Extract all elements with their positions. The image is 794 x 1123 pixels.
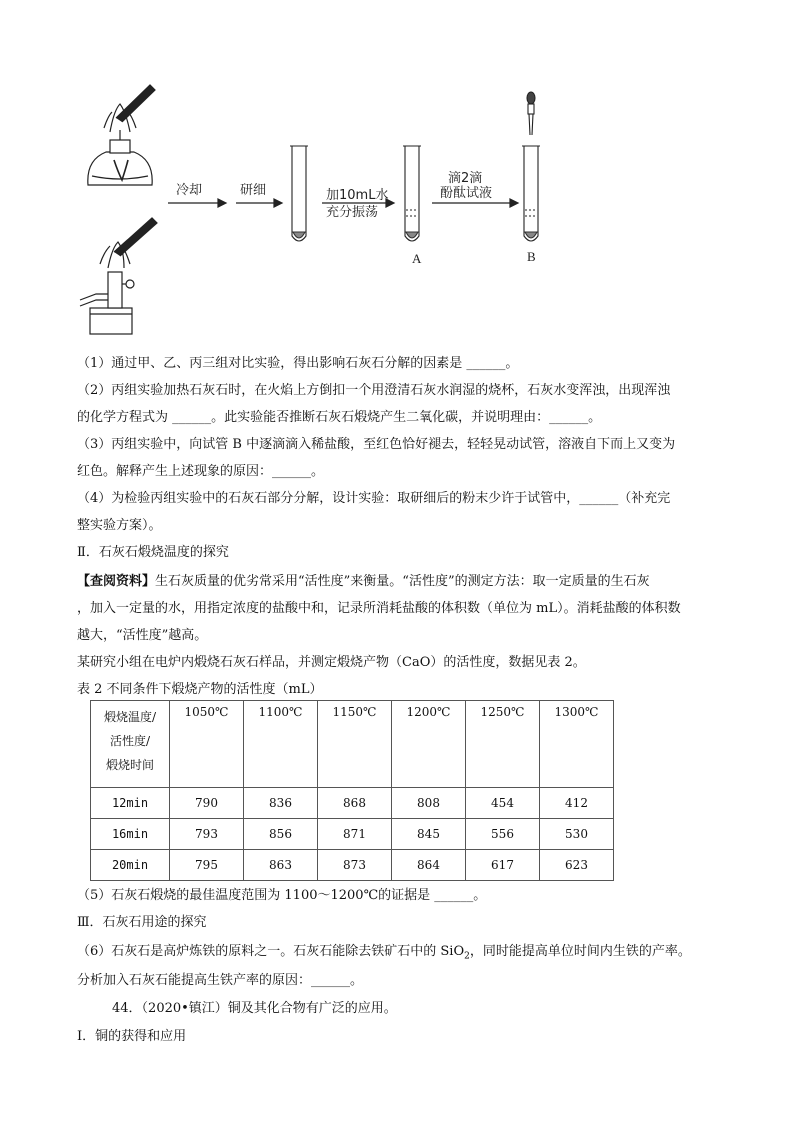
alcohol-lamp-icon (88, 85, 155, 185)
question-4-line-2: 整实验方案）。 (77, 518, 162, 533)
table-cell: 795 (170, 850, 244, 881)
activity-table (90, 700, 614, 881)
question-5: （5）石灰石煅烧的最佳温度范围为 1100～1200℃的证据是 ______。 (77, 888, 487, 903)
info-tag: 【查阅资料】 (77, 574, 156, 589)
question-2-line-1: （2）丙组实验加热石灰石时，在火焰上方倒扣一个用澄清石灰水润湿的烧杯，石灰水变浑浊，出现浑浊 (77, 383, 671, 398)
row-time: 12min (91, 788, 170, 819)
row-time: 16min (91, 819, 170, 850)
corner-label-temp: 煅烧温度/ (103, 710, 157, 724)
tube-b-label: B (527, 249, 536, 264)
table-cell: 617 (466, 850, 540, 881)
arrow-cool (168, 199, 226, 207)
test-tube-b-icon (522, 146, 540, 241)
table-corner-cell (91, 701, 170, 788)
table-cell: 873 (318, 850, 392, 881)
bunsen-burner-icon (80, 218, 157, 334)
section-3-heading: Ⅲ．石灰石用途的探究 (77, 915, 207, 930)
corner-label-time: 煅烧时间 (105, 758, 154, 772)
test-tube-a-icon (403, 146, 421, 241)
row-time: 20min (91, 850, 170, 881)
table-cell: 790 (170, 788, 244, 819)
table-cell: 868 (318, 788, 392, 819)
research-description: 某研究小组在电炉内煅烧石灰石样品，并测定煅烧产物（CaO）的活性度，数据见表 2。 (77, 655, 586, 670)
step-cool-label: 冷却 (176, 183, 203, 198)
step-indicator-label-1: 滴2滴 (448, 171, 483, 186)
question-4-line-1: （4）为检验丙组实验中的石灰石部分分解，设计实验：取研细后的粉末少许于试管中，______（补充完 (77, 491, 671, 506)
step-grind-label: 研细 (240, 183, 267, 198)
question-3-line-1: （3）丙组实验中，向试管 B 中逐滴滴入稀盐酸，至红色恰好褪去，轻轻晃动试管，溶液自下而上又变为 (77, 437, 676, 452)
section-2-heading: Ⅱ．石灰石煅烧温度的探究 (77, 545, 229, 560)
table-cell: 623 (540, 850, 614, 881)
temp-header: 1250℃ (466, 701, 540, 788)
question-44: 44．（2020•镇江）铜及其化合物有广泛的应用。 (112, 1001, 397, 1016)
dropper-icon (527, 92, 535, 135)
temp-header: 1050℃ (170, 701, 244, 788)
table-cell: 530 (540, 819, 614, 850)
info-text: 生石灰质量的优劣常采用“活性度”来衡量。“活性度”的测定方法：取一定质量的生石灰 (155, 574, 650, 589)
info-line-1 (77, 570, 650, 589)
question-3-line-2: 红色。解释产生上述现象的原因：______。 (77, 464, 325, 479)
info-line-2: ，加入一定量的水，用指定浓度的盐酸中和，记录所消耗盐酸的体积数（单位为 mL）。消耗盐酸的体积数 (77, 601, 681, 616)
table-title: 表 2 不同条件下煅烧产物的活性度（mL） (77, 682, 323, 697)
table-cell: 556 (466, 819, 540, 850)
table-header-row (91, 701, 614, 788)
step-add-water-label-2: 充分振荡 (326, 205, 379, 220)
q6-text-b: ，同时能提高单位时间内生铁的产率。 (469, 944, 691, 959)
experiment-diagram (0, 0, 794, 345)
question-6-line-1 (77, 940, 691, 962)
info-line-3: 越大，“活性度”越高。 (77, 628, 208, 643)
q6-subscript: 2 (464, 951, 470, 962)
table-row (91, 788, 614, 819)
tube-a-label: A (412, 251, 422, 266)
table-cell: 856 (244, 819, 318, 850)
section-i-heading: Ⅰ．铜的获得和应用 (77, 1029, 187, 1044)
arrow-grind (236, 199, 282, 207)
corner-label-activity: 活性度/ (109, 734, 151, 748)
temp-header: 1200℃ (392, 701, 466, 788)
question-2-line-2: 的化学方程式为 ______。此实验能否推断石灰石煅烧产生二氧化碳，并说明理由：______。 (77, 410, 602, 425)
step-add-water-label-1: 加10mL水 (326, 188, 389, 203)
step-indicator-label-2: 酚酞试液 (440, 186, 493, 201)
table-cell: 412 (540, 788, 614, 819)
temp-header: 1150℃ (318, 701, 392, 788)
question-1: （1）通过甲、乙、丙三组对比实验，得出影响石灰石分解的因素是 ______。 (77, 356, 519, 371)
temp-header: 1300℃ (540, 701, 614, 788)
table-cell: 454 (466, 788, 540, 819)
table-cell: 808 (392, 788, 466, 819)
test-tube-powder-icon (290, 146, 308, 241)
table-row (91, 819, 614, 850)
table-row (91, 850, 614, 881)
question-6-line-2: 分析加入石灰石能提高生铁产率的原因：______。 (77, 973, 364, 988)
table-cell: 845 (392, 819, 466, 850)
temp-header: 1100℃ (244, 701, 318, 788)
table-cell: 863 (244, 850, 318, 881)
table-cell: 864 (392, 850, 466, 881)
table-cell: 793 (170, 819, 244, 850)
table-cell: 871 (318, 819, 392, 850)
table-cell: 836 (244, 788, 318, 819)
q6-text-a: （6）石灰石是高炉炼铁的原料之一。石灰石能除去铁矿石中的 SiO (77, 944, 465, 959)
